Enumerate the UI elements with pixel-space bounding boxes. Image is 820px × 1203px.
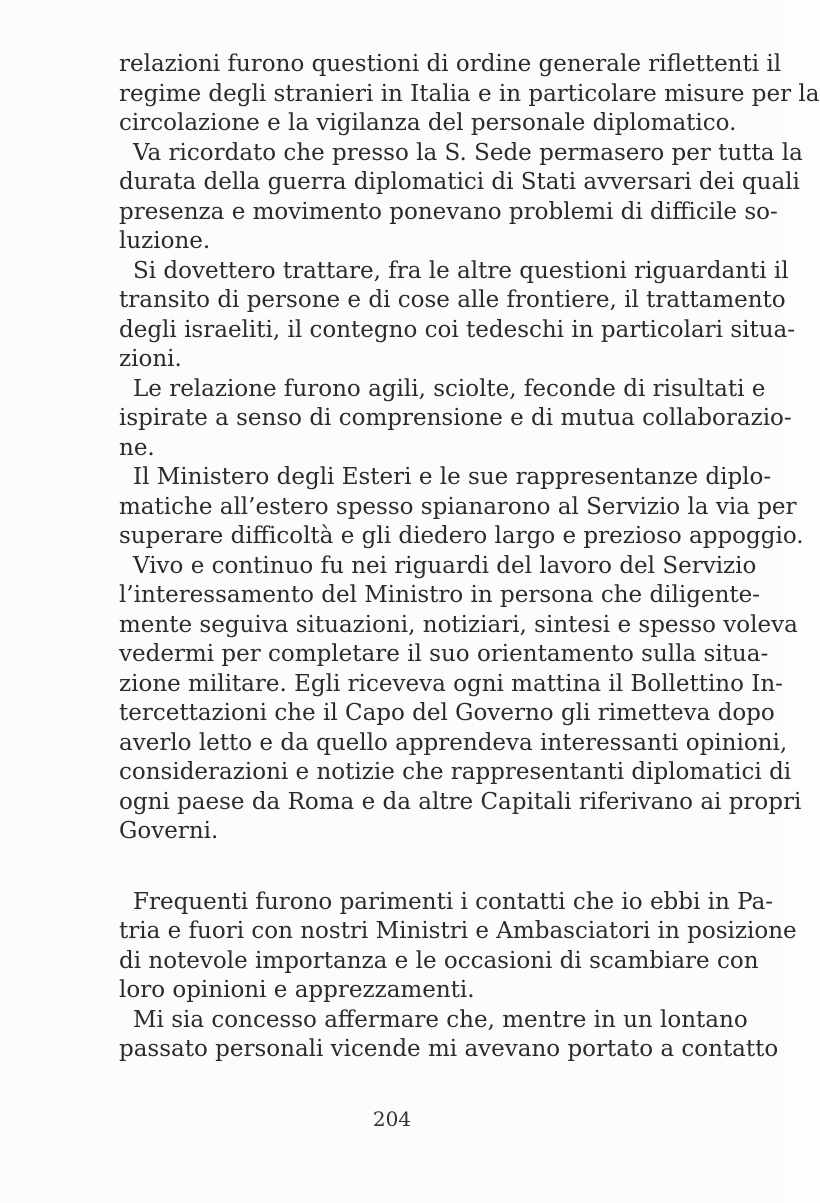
text-line: di notevole importanza e le occasioni di scambiare con xyxy=(119,947,759,974)
text-line: Le relazione furono agili, sciolte, feconde di risultati e xyxy=(133,375,766,402)
paragraph-2 xyxy=(119,139,803,257)
text-line: presenza e movimento ponevano problemi di difficile so- xyxy=(119,198,778,225)
text-line: Frequenti furono parimenti i contatti che io ebbi in Pa- xyxy=(133,888,774,915)
text-line: tria e fuori con nostri Ministri e Ambasciatori in posizione xyxy=(119,918,797,944)
text-line: tercettazioni che il Capo del Governo gli rimetteva dopo xyxy=(119,700,775,726)
paragraph-5 xyxy=(119,463,804,552)
text-line: Il Ministero degli Esteri e le sue rappresentanze diplo- xyxy=(133,464,772,490)
text-line: durata della guerra diplomatici di Stati avversari dei quali xyxy=(119,169,800,195)
text-line: Vivo e continuo fu nei riguardi del lavoro del Servizio xyxy=(133,552,757,579)
text-line: ne. xyxy=(119,434,155,461)
paragraph-6 xyxy=(119,552,802,847)
section-gap xyxy=(119,847,737,888)
text-line: ispirate a senso di comprensione e di mutua collaborazio- xyxy=(119,405,792,431)
text-line: loro opinioni e apprezzamenti. xyxy=(119,977,475,1003)
text-line: matiche all’estero spesso spianarono al Servizio la via per xyxy=(119,493,797,520)
text-line: considerazioni e notizie che rappresentanti diplomatici di xyxy=(119,759,792,785)
text-line: Si dovettero trattare, fra le altre questioni riguardanti il xyxy=(133,257,789,284)
text-line: Mi sia concesso affermare che, mentre in un lontano xyxy=(133,1006,748,1033)
text-line: circolazione e la vigilanza del personale diplomatico. xyxy=(119,110,737,136)
text-line: relazioni furono questioni di ordine generale riflettenti il xyxy=(119,51,782,77)
text-line: superare difficoltà e gli diedero largo e prezioso appoggio. xyxy=(119,523,804,549)
text-line: Va ricordato che presso la S. Sede permasero per tutta la xyxy=(133,139,803,166)
paragraph-3 xyxy=(119,257,796,375)
text-line: l’interessamento del Ministro in persona che diligente- xyxy=(119,582,761,608)
text-line: mente seguiva situazioni, notiziari, sintesi e spesso voleva xyxy=(119,611,798,638)
text-line: transito di persone e di cose alle frontiere, il trattamento xyxy=(119,287,786,313)
text-line: vedermi per completare il suo orientamento sulla situa- xyxy=(119,641,769,667)
text-line: passato personali vicende mi avevano portato a contatto xyxy=(119,1036,779,1062)
paragraph-7 xyxy=(119,888,797,1006)
text-line: regime degli stranieri in Italia e in particolare misure per la xyxy=(119,80,820,107)
paragraph-4 xyxy=(119,375,792,464)
body-text xyxy=(119,50,820,1065)
text-line: degli israeliti, il contegno coi tedeschi in particolari situa- xyxy=(119,316,796,343)
text-line: ogni paese da Roma e da altre Capitali riferivano ai propri xyxy=(119,788,802,815)
text-line: zioni. xyxy=(119,346,182,372)
text-line: zione militare. Egli riceveva ogni mattina il Bollettino In- xyxy=(119,670,783,697)
paragraph-1 xyxy=(119,50,820,139)
text-line: luzione. xyxy=(119,228,211,254)
page-number: 204 xyxy=(372,1107,412,1131)
paragraph-8 xyxy=(119,1006,779,1065)
text-line: averlo letto e da quello apprendeva interessanti opinioni, xyxy=(119,729,788,756)
text-line: Governi. xyxy=(119,818,219,844)
